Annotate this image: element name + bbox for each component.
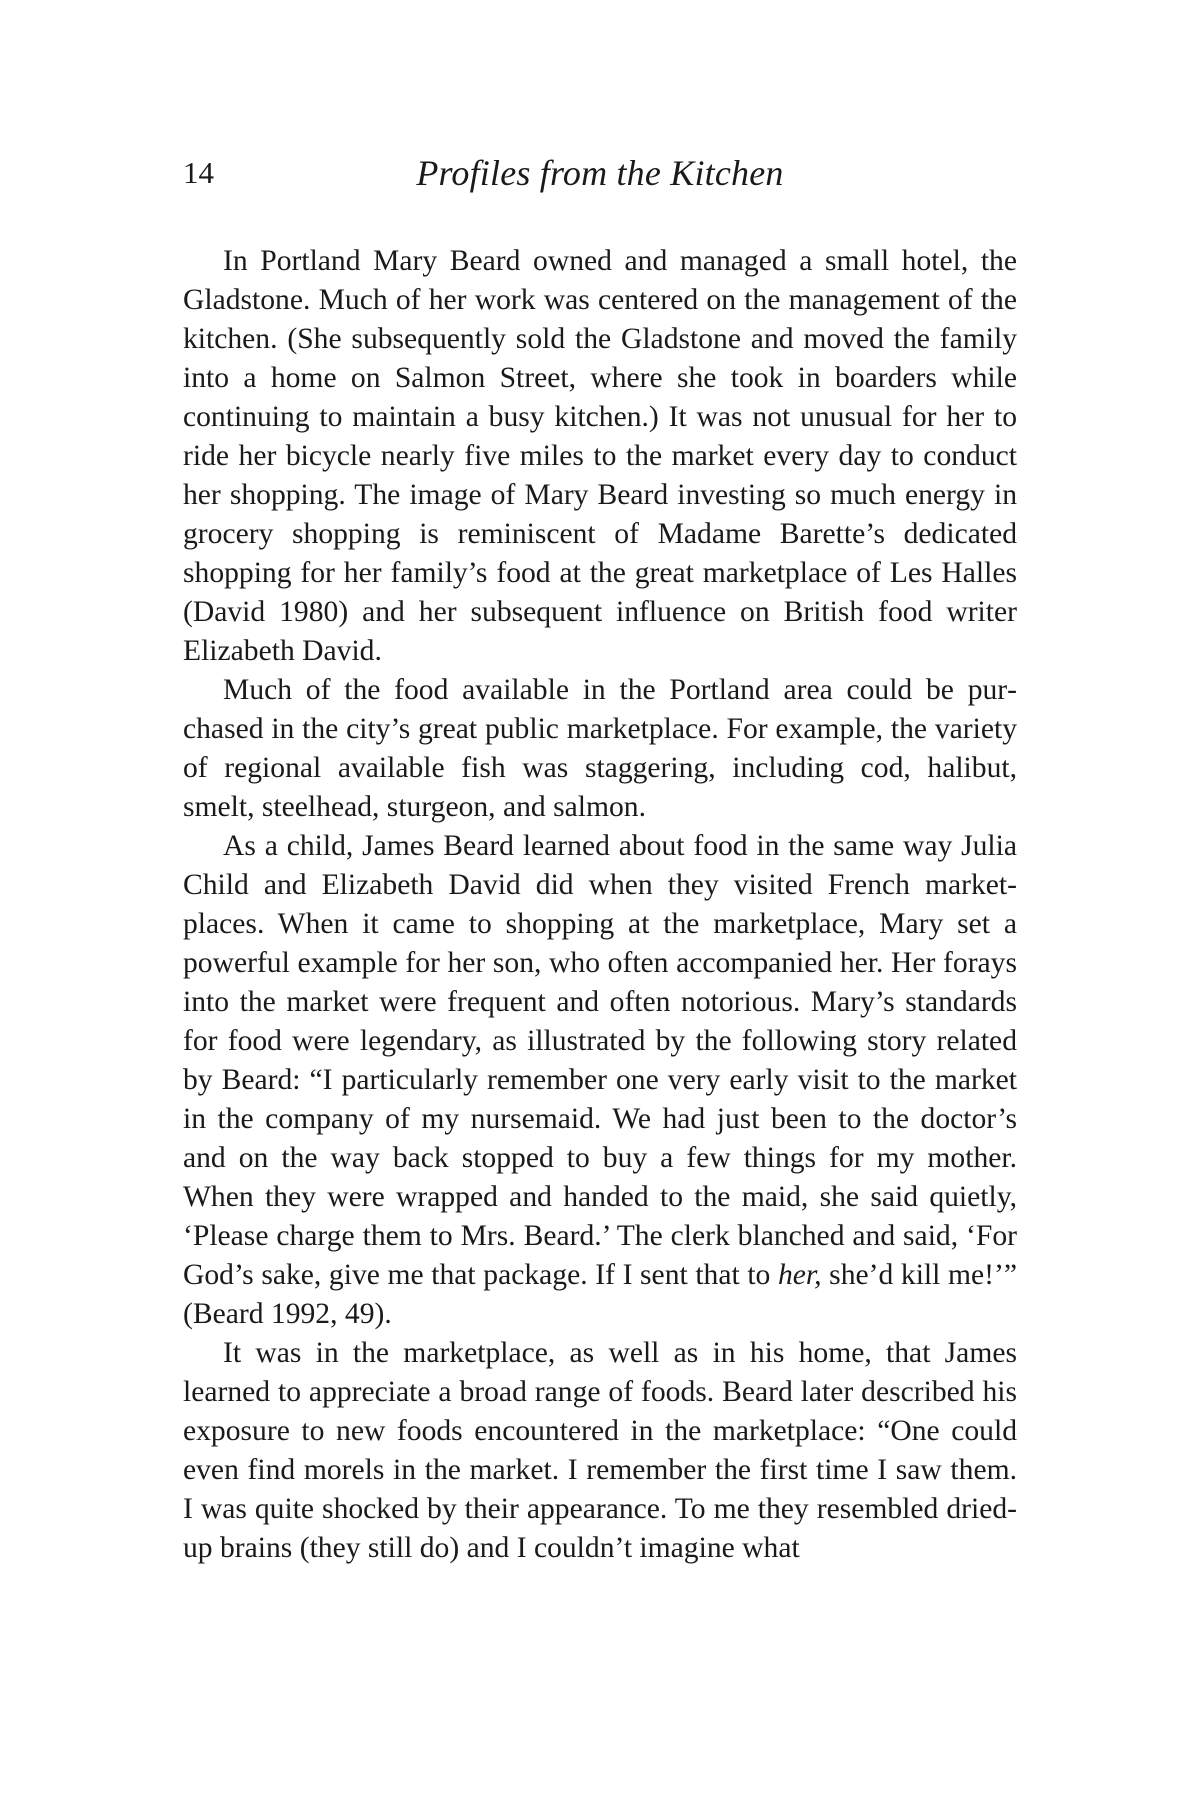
paragraph-public-marketplace: Much of the food available in the Portland area could be purchased in the city’s great public marketplace. For example, the variety of regional available fish was staggering, including cod, halibut, smelt, steelhead, sturgeon, and salmon. bbox=[183, 674, 1017, 823]
emphasized-word: her, bbox=[777, 1259, 822, 1291]
running-head bbox=[183, 148, 1017, 198]
paragraph-text-before-emphasis: As a child, James Beard learned about food in the same way Julia Child and Elizabeth David did when they visited French marketplaces. When it came to shopping at the marketplace, Mary set a powerful example for her son, who often accompanied her. Her forays into the market were frequent and often notorious. Mary’s standards for food were legendary, as illustrated by the following story related by Beard: “I particularly remember one very early visit to the market in the company of my nursemaid. We had just been to the doctor’s and on the way back stopped to buy a few things for my mother. When they were wrapped and handed to the maid, she said quietly, ‘Please charge them to Mrs. Beard.’ The clerk blanched and said, ‘For God’s sake, give me that package. If I sent that to bbox=[183, 830, 1017, 1291]
paragraph-morels: It was in the marketplace, as well as in his home, that James learned to appreciate a broad range of foods. Beard later described his exposure to new foods encountered in the marketplace: “One could even find morels in the market. I remember the first time I saw them. I was quite shocked by their appearance. To me they resembled dried-up brains (they still do) and I couldn’t imagine what bbox=[183, 1337, 1017, 1564]
body-text bbox=[183, 242, 1017, 1568]
paragraph-hotel-kitchen: In Portland Mary Beard owned and managed a small hotel, the Gladstone. Much of her work was centered on the management of the kitchen. (She subsequently sold the Gladstone and moved the family into a home on Salmon Street, where she took in boarders while continuing to maintain a busy kitchen.) It was not unusual for her to ride her bicycle nearly five miles to the market every day to conduct her shopping. The image of Mary Beard investing so much energy in grocery shopping is reminiscent of Madame Barette’s dedicated shopping for her family’s food at the great marketplace of Les Halles (David 1980) and her subsequent influence on British food writer Elizabeth David. bbox=[183, 245, 1017, 667]
paragraph-nursemaid-story bbox=[183, 827, 1017, 1334]
page-number: 14 bbox=[183, 155, 214, 190]
running-title: Profiles from the Kitchen bbox=[416, 153, 784, 193]
paragraph-text-after-emphasis: she’d kill me!’” (Beard 1992, 49). bbox=[183, 1259, 1017, 1330]
